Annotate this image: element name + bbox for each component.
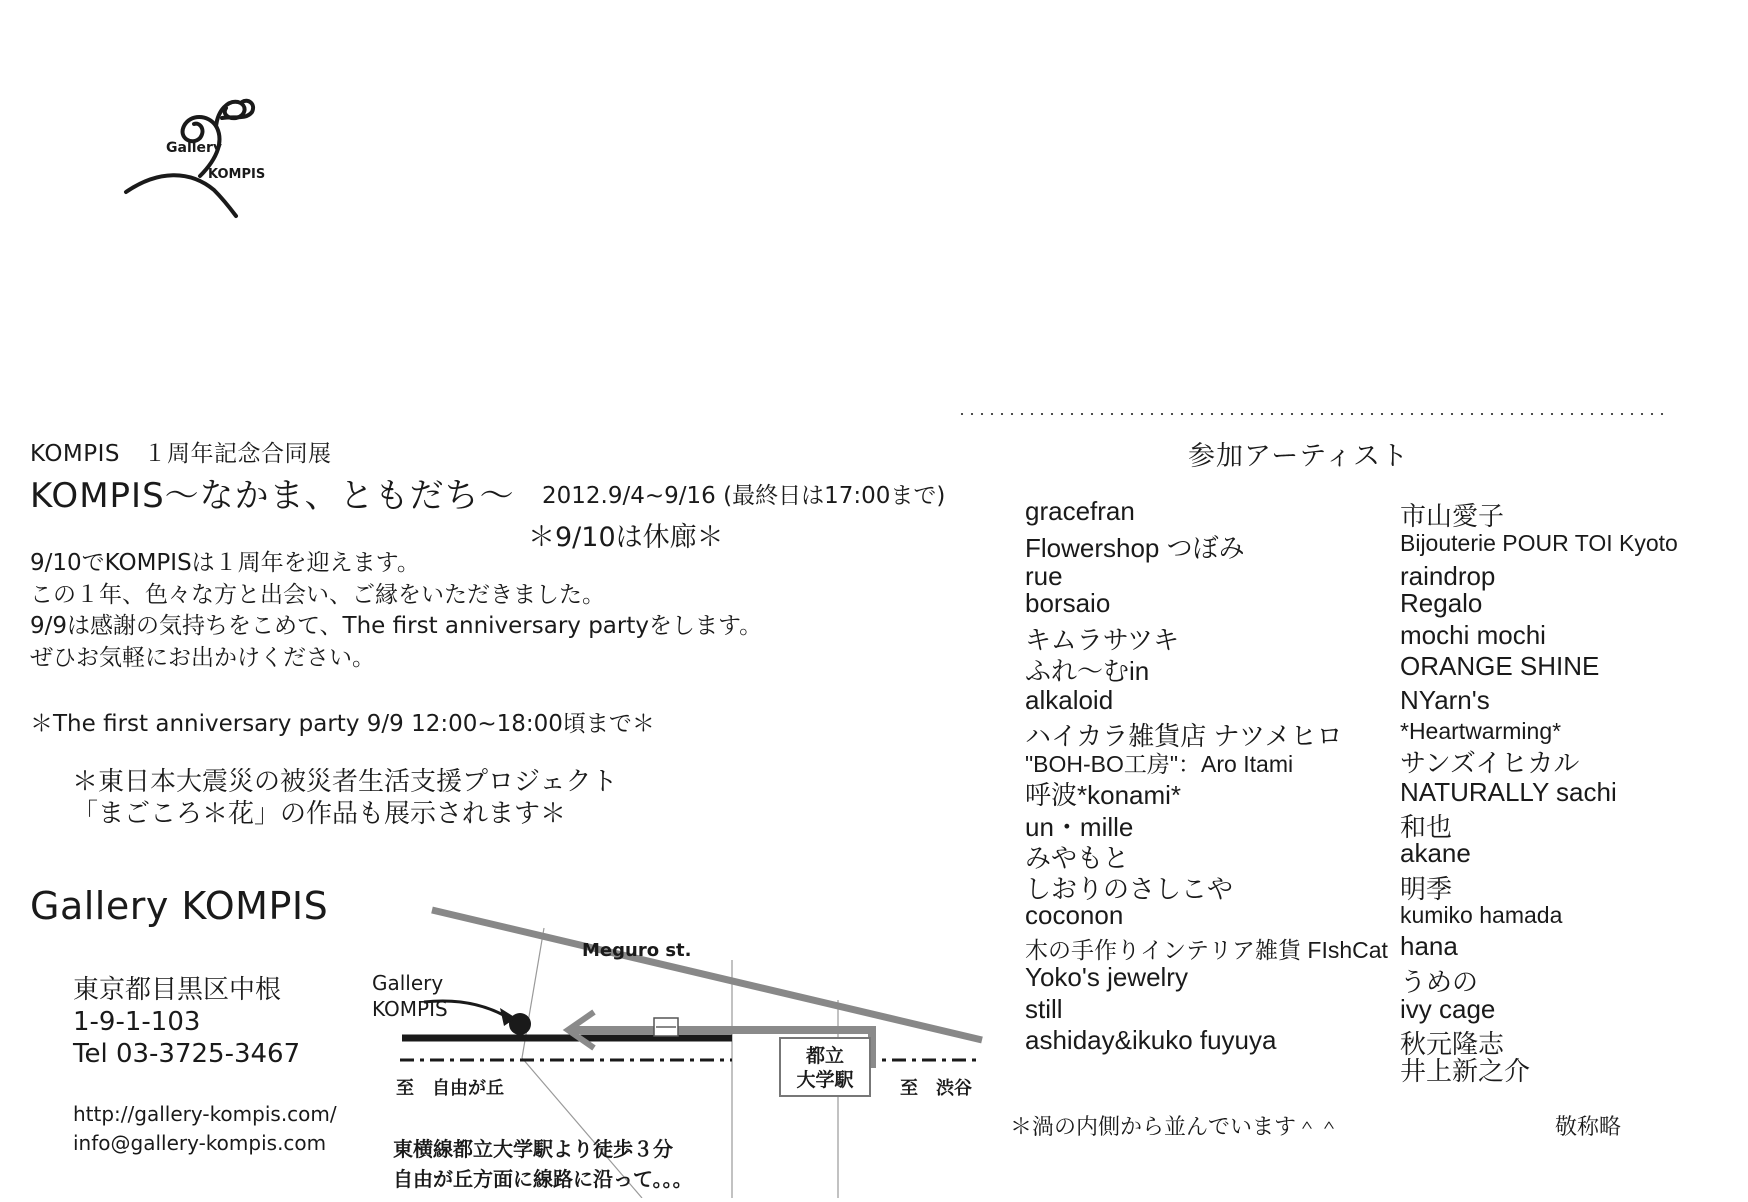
order-note: ＊渦の内側から並んでいます＾＾ [1010, 1115, 1341, 1140]
logo-gallery-text: Gallery [166, 140, 223, 156]
artist-name: Flowershop つぼみ [1025, 533, 1245, 563]
intro-line: この１年、色々な方と出会い、ご縁をいただきました。 [30, 581, 605, 608]
artist-name: 木の手作りインテリア雑貨 FIshCat [1025, 937, 1388, 963]
swirl-emblem-icon [126, 101, 253, 216]
artist-name: みやもと [1025, 843, 1130, 873]
access-line: 自由が丘方面に線路に沿って。。。 [393, 1167, 693, 1191]
artist-name: "BOH-BO工房"：Aro Itami [1025, 751, 1294, 777]
artist-name: 秋元隆志 [1400, 1029, 1505, 1059]
artist-name: 呼波*konami* [1025, 780, 1182, 810]
access-directions [393, 1134, 693, 1194]
closed-day-note: ＊9/10は休廊＊ [528, 522, 724, 553]
artist-name: ふれ〜むin [1025, 656, 1150, 686]
event-dates: 2012.9/4~9/16 (最終日は17:00まで) [542, 483, 946, 509]
artist-name: gracefran [1025, 496, 1135, 526]
artist-name: ivy cage [1400, 994, 1496, 1024]
gallery-logo [118, 88, 288, 223]
artist-name: NYarn's [1400, 685, 1490, 715]
intro-line: 9/9は感謝の気持ちをこめて、The first anniversary partyをします。 [30, 613, 763, 639]
artist-name: 井上新之介 [1400, 1056, 1531, 1086]
intro-text [30, 548, 762, 674]
access-line: 東横線都立大学駅より徒歩３分 [393, 1137, 673, 1161]
artist-name: うめの [1400, 967, 1479, 997]
artist-name: un・mille [1025, 812, 1134, 842]
artist-name: *Heartwarming* [1400, 718, 1562, 744]
email-link[interactable]: info@gallery-kompis.com [73, 1131, 327, 1155]
address-line: 1-9-1-103 [73, 1007, 201, 1037]
party-note: ＊The first anniversary party 9/9 12:00~18:00頃まで＊ [30, 711, 655, 737]
artist-name: still [1025, 994, 1063, 1024]
intro-line: ぜひお気軽にお出かけください。 [30, 644, 375, 671]
project-line: ＊東日本大震災の被災者生活支援プロジェクト [72, 767, 618, 797]
artist-name: ORANGE SHINE [1400, 651, 1600, 681]
logo-kompis-text: KOMPIS [208, 167, 266, 182]
artist-name: ハイカラ雑貨店 ナツメヒロ [1025, 721, 1343, 751]
artist-name: rue [1025, 561, 1063, 591]
gallery-address [73, 974, 300, 1070]
artist-name: Regalo [1400, 588, 1483, 618]
event-title: KOMPIS〜なかま、ともだち〜 [30, 476, 515, 516]
artists-heading: 参加アーティスト [1188, 441, 1410, 472]
artist-name: 市山愛子 [1400, 501, 1505, 531]
address-line: 東京都目黒区中根 [73, 975, 282, 1005]
artist-name: 和也 [1400, 812, 1453, 842]
gallery-web [73, 1100, 337, 1158]
artist-name: キムラサツキ [1025, 625, 1180, 655]
artist-name: Bijouterie POUR TOI Kyoto [1400, 530, 1678, 556]
artist-name: ashiday&ikuko fuyuya [1025, 1025, 1277, 1055]
project-line: 「まごころ＊花」の作品も展示されます＊ [72, 799, 567, 829]
artist-name: kumiko hamada [1400, 902, 1563, 928]
intro-line: 9/10でKOMPISは１周年を迎えます。 [30, 550, 420, 576]
artist-name: しおりのさしこや [1025, 874, 1234, 904]
artist-name: alkaloid [1025, 685, 1114, 715]
artist-name: NATURALLY sachi [1400, 777, 1617, 807]
phone-number: Tel 03-3725-3467 [73, 1039, 301, 1069]
event-subtitle: KOMPIS １周年記念合同展 [30, 441, 332, 467]
artist-name: akane [1400, 838, 1471, 868]
map-gallery-label: Gallery [372, 971, 444, 995]
station-label-2: 大学駅 [796, 1069, 854, 1091]
gallery-name: Gallery KOMPIS [30, 884, 329, 928]
artist-name: サンズイヒカル [1400, 748, 1580, 778]
artist-name: 明季 [1400, 874, 1453, 904]
honorific-note: 敬称略 [1555, 1115, 1622, 1140]
dotted-divider [957, 413, 1665, 415]
direction-shibuya: 至 渋谷 [900, 1078, 972, 1099]
artist-name: Yoko's jewelry [1025, 962, 1188, 992]
street-label: Meguro st. [582, 940, 692, 961]
artist-name: coconon [1025, 900, 1124, 930]
direction-jiyugaoka: 至 自由が丘 [396, 1078, 504, 1099]
artist-name: mochi mochi [1400, 620, 1546, 650]
artist-name: hana [1400, 931, 1458, 961]
project-note [72, 766, 617, 830]
artist-name: borsaio [1025, 588, 1111, 618]
station-label-1: 都立 [805, 1045, 845, 1067]
artist-name: raindrop [1400, 561, 1496, 591]
map-kompis-label: KOMPIS [372, 997, 448, 1021]
website-link[interactable]: http://gallery-kompis.com/ [73, 1102, 337, 1126]
